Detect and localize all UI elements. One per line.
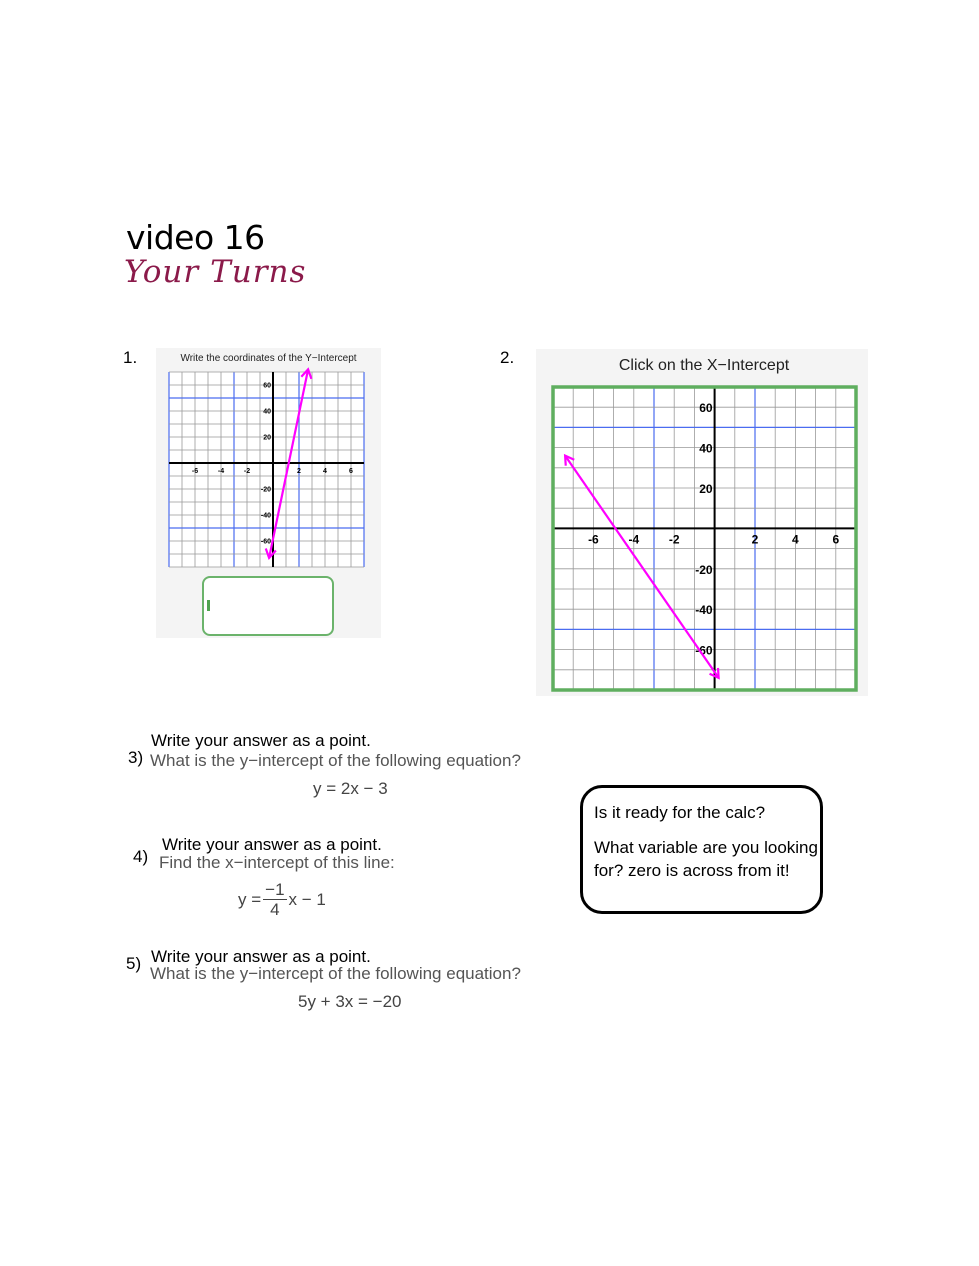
problem-1-answer-input[interactable] [202,576,334,636]
x-tick-label: -6 [588,532,599,547]
y-tick-label: 20 [263,434,271,442]
x-tick-label: 4 [323,468,327,475]
problem-4-number: 4) [133,847,149,866]
y-tick-label: -20 [260,486,271,494]
problem-5-number: 5) [126,954,142,973]
problem-4-question: Find the x−intercept of this line: [159,853,395,872]
problem-5-instruction: Write your answer as a point. [151,947,371,966]
problem-2-number: 2. [500,348,515,367]
y-tick-label: -20 [695,562,713,577]
problem-3-question: What is the y−intercept of the following equation? [150,751,521,770]
problem-1-panel-title: Write the coordinates of the Y−Intercept [180,353,357,364]
problem-5-equation: 5y + 3x = −20 [298,992,402,1011]
y-tick-label: 60 [263,382,271,390]
x-tick-label: 6 [832,532,840,547]
fraction-numerator: −1 [265,880,285,899]
problem-5-question: What is the y−intercept of the following equation? [150,964,521,983]
x-tick-label: -2 [243,468,251,475]
equation-prefix: y = [238,889,262,909]
y-tick-label: 40 [699,441,713,456]
fraction-denominator: 4 [270,900,280,919]
x-tick-label: 4 [792,532,799,547]
text-cursor-icon [207,600,210,611]
problem-1-graph [156,348,381,576]
x-tick-label: -4 [217,468,225,475]
problem-4-equation [238,880,326,919]
y-tick-label: 40 [263,408,271,416]
fraction [263,880,286,919]
problem-1-number: 1. [123,348,138,367]
x-tick-label: -6 [191,468,199,475]
x-tick-label: 6 [349,468,353,475]
x-tick-label: -4 [628,532,640,547]
hint-line-2: What variable are you looking for? zero is across from it! [594,838,818,880]
problem-3-instruction: Write your answer as a point. [151,731,371,750]
x-tick-label: 2 [751,532,759,547]
your-turns-heading: Your Turns [124,254,307,290]
y-tick-label: -60 [695,643,713,658]
problem-4-instruction: Write your answer as a point. [162,835,382,854]
y-tick-label: 20 [699,482,713,496]
video-title: video 16 [126,218,265,257]
hint-callout [580,785,823,914]
problem-3-equation: y = 2x − 3 [313,779,388,798]
y-tick-label: -40 [695,603,713,618]
problem-2-panel-title: Click on the X−Intercept [618,357,790,374]
problem-2-graph[interactable] [536,349,868,696]
y-tick-label: -60 [260,538,271,546]
equation-suffix: x − 1 [288,889,326,909]
problem-3-number: 3) [128,748,144,767]
x-tick-label: 2 [297,468,301,475]
hint-line-1: Is it ready for the calc? [594,803,766,822]
y-tick-label: 60 [699,401,713,416]
problem-1-panel [156,348,381,638]
y-tick-label: -40 [260,512,271,520]
x-tick-label: -2 [668,532,680,547]
problem-2-panel [536,349,868,696]
